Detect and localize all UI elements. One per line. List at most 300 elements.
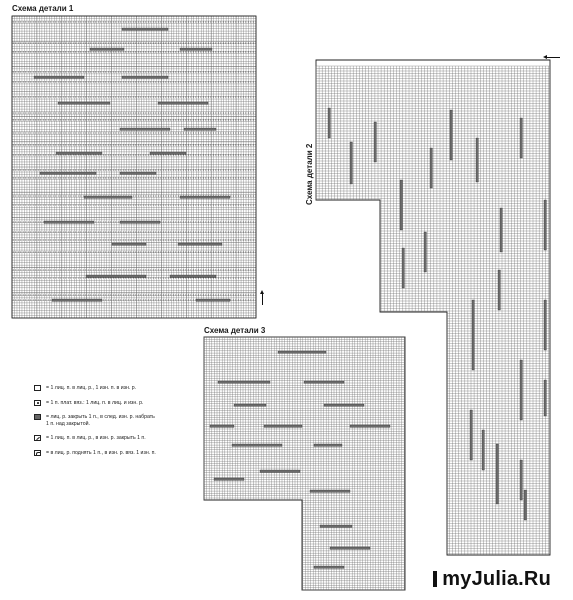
- dot-stitch: [38, 43, 39, 44]
- dot-stitch: [245, 170, 246, 171]
- dot-stitch: [13, 270, 14, 271]
- chart2-bar: [470, 410, 472, 460]
- dot-stitch: [60, 113, 61, 114]
- dot-stitch: [65, 120, 66, 121]
- dot-stitch: [213, 52, 214, 53]
- dot-stitch: [83, 72, 84, 73]
- dot-stitch: [78, 120, 79, 121]
- dot-stitch: [158, 82, 159, 83]
- dot-stitch: [195, 252, 196, 253]
- dot-stitch: [200, 145, 201, 146]
- dot-stitch: [43, 120, 44, 121]
- dot-stitch: [28, 22, 29, 23]
- dot-stitch: [45, 52, 46, 53]
- dot-stitch: [223, 240, 224, 241]
- dot-stitch: [193, 145, 194, 146]
- dot-stitch: [138, 43, 139, 44]
- dot-stitch: [230, 22, 231, 23]
- dot-stitch: [170, 252, 171, 253]
- dot-stitch: [155, 205, 156, 206]
- dot-stitch: [228, 252, 229, 253]
- dot-stitch: [200, 22, 201, 23]
- dot-stitch: [160, 145, 161, 146]
- dot-stitch: [98, 97, 99, 98]
- dot-stitch: [123, 82, 124, 83]
- dot-stitch: [168, 97, 169, 98]
- dot-stitch: [110, 22, 111, 23]
- dot-stitch: [40, 113, 41, 114]
- dot-stitch: [130, 270, 131, 271]
- dot-stitch: [235, 97, 236, 98]
- dot-stitch: [80, 278, 81, 279]
- dot-stitch: [178, 113, 179, 114]
- dot-stitch: [180, 145, 181, 146]
- dot-stitch: [143, 205, 144, 206]
- dot-stitch: [53, 120, 54, 121]
- dot-stitch: [225, 120, 226, 121]
- dot-stitch: [23, 205, 24, 206]
- dot-stitch: [18, 52, 19, 53]
- dot-stitch: [48, 178, 49, 179]
- dot-stitch: [80, 22, 81, 23]
- dot-stitch: [73, 240, 74, 241]
- dot-stitch: [58, 52, 59, 53]
- dot-stitch: [45, 72, 46, 73]
- dot-stitch: [255, 145, 256, 146]
- dot-stitch: [105, 113, 106, 114]
- dot-stitch: [158, 196, 159, 197]
- dot-stitch: [138, 178, 139, 179]
- dot-stitch: [230, 155, 231, 156]
- dot-stitch: [58, 133, 59, 134]
- dot-stitch: [230, 52, 231, 53]
- dot-stitch: [75, 97, 76, 98]
- chart2-title: Схема детали 2: [305, 143, 314, 205]
- dot-stitch: [145, 240, 146, 241]
- dot-stitch: [93, 82, 94, 83]
- dot-stitch: [60, 270, 61, 271]
- dot-stitch: [168, 270, 169, 271]
- dot-stitch: [55, 43, 56, 44]
- dot-stitch: [105, 270, 106, 271]
- dot-stitch: [203, 22, 204, 23]
- dot-stitch: [113, 145, 114, 146]
- dot-stitch: [143, 240, 144, 241]
- dot-stitch: [158, 252, 159, 253]
- dot-stitch: [58, 155, 59, 156]
- dot-stitch: [245, 178, 246, 179]
- dot-stitch: [63, 170, 64, 171]
- dot-stitch: [218, 145, 219, 146]
- dot-stitch: [175, 232, 176, 233]
- dot-stitch: [50, 97, 51, 98]
- dot-stitch: [168, 43, 169, 44]
- dot-stitch: [120, 97, 121, 98]
- dot-stitch: [43, 43, 44, 44]
- dot-stitch: [255, 82, 256, 83]
- dot-stitch: [55, 97, 56, 98]
- dot-stitch: [178, 278, 179, 279]
- dot-stitch: [70, 205, 71, 206]
- dot-stitch: [38, 278, 39, 279]
- dot-stitch: [83, 170, 84, 171]
- dot-stitch: [63, 232, 64, 233]
- dot-stitch: [25, 145, 26, 146]
- dot-stitch: [138, 232, 139, 233]
- dot-stitch: [173, 120, 174, 121]
- dot-stitch: [135, 300, 136, 301]
- dot-stitch: [200, 270, 201, 271]
- dot-stitch: [243, 170, 244, 171]
- dot-stitch: [93, 22, 94, 23]
- dot-stitch: [65, 240, 66, 241]
- dot-stitch: [208, 170, 209, 171]
- dot-stitch: [215, 178, 216, 179]
- dot-stitch: [213, 155, 214, 156]
- dot-stitch: [225, 113, 226, 114]
- dot-stitch: [68, 82, 69, 83]
- dot-stitch: [105, 232, 106, 233]
- dot-stitch: [68, 52, 69, 53]
- dot-stitch: [73, 145, 74, 146]
- dot-stitch: [143, 72, 144, 73]
- chart1-bar: [44, 221, 94, 223]
- chart2-bar: [350, 142, 352, 184]
- dot-stitch: [163, 133, 164, 134]
- dot-stitch: [130, 22, 131, 23]
- dot-stitch: [223, 120, 224, 121]
- dot-stitch: [245, 52, 246, 53]
- dot-stitch: [65, 178, 66, 179]
- dot-stitch: [210, 133, 211, 134]
- dot-stitch: [255, 278, 256, 279]
- dot-stitch: [50, 178, 51, 179]
- dot-stitch: [135, 82, 136, 83]
- dot-stitch: [193, 240, 194, 241]
- dot-stitch: [198, 155, 199, 156]
- dot-stitch: [60, 232, 61, 233]
- dot-stitch: [235, 295, 236, 296]
- chart3-bar: [304, 381, 344, 383]
- dot-stitch: [168, 252, 169, 253]
- dot-stitch: [138, 170, 139, 171]
- dot-stitch: [245, 120, 246, 121]
- dot-stitch: [230, 120, 231, 121]
- dot-stitch: [45, 300, 46, 301]
- dot-stitch: [60, 82, 61, 83]
- legend: [34, 385, 234, 464]
- chart1-bar: [34, 76, 84, 78]
- dot-stitch: [103, 133, 104, 134]
- dot-stitch: [185, 270, 186, 271]
- dot-stitch: [230, 72, 231, 73]
- dot-stitch: [53, 22, 54, 23]
- dot-stitch: [38, 52, 39, 53]
- dot-stitch: [78, 22, 79, 23]
- dot-stitch: [53, 205, 54, 206]
- dot-stitch: [253, 72, 254, 73]
- dot-stitch: [238, 97, 239, 98]
- dot-stitch: [183, 22, 184, 23]
- dot-stitch: [253, 43, 254, 44]
- dot-stitch: [13, 120, 14, 121]
- dot-stitch: [58, 22, 59, 23]
- dot-stitch: [243, 72, 244, 73]
- dot-stitch: [20, 295, 21, 296]
- dot-stitch: [30, 240, 31, 241]
- dot-stitch: [170, 82, 171, 83]
- dot-stitch: [168, 145, 169, 146]
- dot-stitch: [188, 178, 189, 179]
- dot-stitch: [95, 113, 96, 114]
- dot-stitch: [18, 43, 19, 44]
- dot-stitch: [225, 240, 226, 241]
- dot-stitch: [158, 232, 159, 233]
- dot-stitch: [175, 240, 176, 241]
- dot-stitch: [198, 205, 199, 206]
- dot-stitch: [240, 22, 241, 23]
- chart1-grid: [12, 16, 256, 318]
- dot-stitch: [250, 52, 251, 53]
- chart1-bar: [122, 76, 168, 78]
- dot-stitch: [23, 232, 24, 233]
- dot-stitch: [128, 295, 129, 296]
- dot-stitch: [120, 278, 121, 279]
- dot-stitch: [75, 43, 76, 44]
- dot-stitch: [213, 43, 214, 44]
- dot-stitch: [188, 113, 189, 114]
- dot-stitch: [73, 97, 74, 98]
- dot-stitch: [90, 97, 91, 98]
- dot-stitch: [210, 97, 211, 98]
- dot-stitch: [233, 22, 234, 23]
- dot-stitch: [33, 295, 34, 296]
- dot-stitch: [50, 240, 51, 241]
- dot-stitch: [243, 196, 244, 197]
- dot-stitch: [173, 295, 174, 296]
- dot-stitch: [208, 222, 209, 223]
- dot-stitch: [38, 252, 39, 253]
- dot-stitch: [133, 113, 134, 114]
- dot-stitch: [140, 178, 141, 179]
- dot-stitch: [220, 97, 221, 98]
- dot-stitch: [20, 113, 21, 114]
- dot-stitch: [230, 170, 231, 171]
- dot-stitch: [35, 205, 36, 206]
- dot-stitch: [13, 113, 14, 114]
- dot-stitch: [255, 222, 256, 223]
- dot-stitch: [60, 205, 61, 206]
- dot-stitch: [193, 97, 194, 98]
- dot-stitch: [128, 270, 129, 271]
- dot-stitch: [23, 82, 24, 83]
- dot-stitch: [13, 232, 14, 233]
- dot-stitch: [158, 120, 159, 121]
- dot-stitch: [43, 113, 44, 114]
- dot-stitch: [168, 205, 169, 206]
- dot-stitch: [13, 278, 14, 279]
- dot-stitch: [160, 120, 161, 121]
- dot-stitch: [228, 97, 229, 98]
- dot-stitch: [113, 43, 114, 44]
- dot-stitch: [78, 252, 79, 253]
- dot-stitch: [93, 133, 94, 134]
- dot-stitch: [140, 72, 141, 73]
- dot-stitch: [98, 120, 99, 121]
- dot-stitch: [50, 252, 51, 253]
- dot-stitch: [230, 196, 231, 197]
- dot-stitch: [250, 196, 251, 197]
- dot-stitch: [248, 196, 249, 197]
- dot-stitch: [100, 22, 101, 23]
- dot-stitch: [243, 295, 244, 296]
- legend-text-continued: 1 п. над закрытой.: [46, 420, 90, 427]
- dot-stitch: [235, 270, 236, 271]
- dot-stitch: [170, 196, 171, 197]
- dot-stitch: [255, 133, 256, 134]
- dot-stitch: [48, 22, 49, 23]
- dot-stitch: [15, 178, 16, 179]
- dot-stitch: [140, 52, 141, 53]
- dot-stitch: [13, 252, 14, 253]
- dot-stitch: [85, 82, 86, 83]
- dot-stitch: [40, 145, 41, 146]
- dot-stitch: [15, 133, 16, 134]
- dot-stitch: [155, 278, 156, 279]
- dot-stitch: [93, 278, 94, 279]
- dot-stitch: [200, 120, 201, 121]
- dot-stitch: [240, 133, 241, 134]
- dot-stitch: [75, 145, 76, 146]
- dot-stitch: [228, 155, 229, 156]
- dot-stitch: [118, 252, 119, 253]
- dot-stitch: [233, 43, 234, 44]
- dot-stitch: [188, 97, 189, 98]
- legend-item: [34, 435, 234, 442]
- dot-stitch: [235, 252, 236, 253]
- dot-stitch: [65, 97, 66, 98]
- dot-stitch: [203, 113, 204, 114]
- dot-stitch: [145, 295, 146, 296]
- dot-stitch: [163, 222, 164, 223]
- dot-stitch: [23, 252, 24, 253]
- dot-stitch: [118, 232, 119, 233]
- dot-stitch: [120, 170, 121, 171]
- dot-stitch: [210, 270, 211, 271]
- chart1-bar: [180, 196, 230, 198]
- dot-stitch: [80, 97, 81, 98]
- dot-stitch: [100, 82, 101, 83]
- dot-stitch: [235, 82, 236, 83]
- dot-stitch: [183, 113, 184, 114]
- dot-stitch: [193, 232, 194, 233]
- dot-stitch: [95, 72, 96, 73]
- dot-stitch: [123, 52, 124, 53]
- dot-stitch: [35, 97, 36, 98]
- dot-stitch: [198, 82, 199, 83]
- dot-stitch: [225, 97, 226, 98]
- dot-stitch: [38, 205, 39, 206]
- dot-stitch: [213, 240, 214, 241]
- dot-stitch: [125, 205, 126, 206]
- dot-stitch: [160, 252, 161, 253]
- dot-stitch: [53, 145, 54, 146]
- dot-stitch: [150, 170, 151, 171]
- dot-stitch: [255, 270, 256, 271]
- dot-stitch: [205, 170, 206, 171]
- dot-stitch: [245, 240, 246, 241]
- dot-stitch: [245, 72, 246, 73]
- dot-stitch: [23, 278, 24, 279]
- dot-stitch: [65, 295, 66, 296]
- dot-stitch: [38, 113, 39, 114]
- dot-stitch: [33, 196, 34, 197]
- dot-stitch: [135, 22, 136, 23]
- dot-stitch: [38, 133, 39, 134]
- dot-stitch: [43, 278, 44, 279]
- dot-stitch: [50, 205, 51, 206]
- dot-stitch: [233, 300, 234, 301]
- dot-stitch: [33, 120, 34, 121]
- dot-stitch: [118, 170, 119, 171]
- dot-stitch: [233, 205, 234, 206]
- dot-stitch: [155, 97, 156, 98]
- dot-stitch: [15, 252, 16, 253]
- dot-stitch: [63, 43, 64, 44]
- dot-stitch: [15, 155, 16, 156]
- dot-stitch: [58, 196, 59, 197]
- dot-stitch: [30, 43, 31, 44]
- dot-stitch: [103, 155, 104, 156]
- dot-stitch: [205, 252, 206, 253]
- dot-stitch: [85, 43, 86, 44]
- dot-stitch: [83, 278, 84, 279]
- dot-stitch: [178, 196, 179, 197]
- dot-stitch: [195, 205, 196, 206]
- dot-stitch: [230, 240, 231, 241]
- dot-stitch: [93, 270, 94, 271]
- dot-stitch: [35, 300, 36, 301]
- dot-stitch: [130, 232, 131, 233]
- dot-stitch: [170, 205, 171, 206]
- dot-stitch: [183, 52, 184, 53]
- dot-stitch: [133, 300, 134, 301]
- dot-stitch: [100, 97, 101, 98]
- chart2-grid: [316, 66, 550, 555]
- dot-stitch: [228, 178, 229, 179]
- dot-stitch: [185, 170, 186, 171]
- chart1-bar: [178, 243, 222, 245]
- dot-stitch: [165, 178, 166, 179]
- dot-stitch: [128, 22, 129, 23]
- dot-stitch: [163, 120, 164, 121]
- dot-stitch: [195, 97, 196, 98]
- dot-stitch: [138, 196, 139, 197]
- dot-stitch: [148, 300, 149, 301]
- dot-stitch: [100, 170, 101, 171]
- dot-stitch: [233, 113, 234, 114]
- dot-stitch: [85, 278, 86, 279]
- dot-stitch: [33, 52, 34, 53]
- dot-stitch: [43, 155, 44, 156]
- dot-stitch: [75, 196, 76, 197]
- dot-stitch: [195, 232, 196, 233]
- dot-stitch: [228, 120, 229, 121]
- dot-stitch: [115, 52, 116, 53]
- dot-stitch: [15, 52, 16, 53]
- dot-stitch: [238, 120, 239, 121]
- dot-stitch: [130, 205, 131, 206]
